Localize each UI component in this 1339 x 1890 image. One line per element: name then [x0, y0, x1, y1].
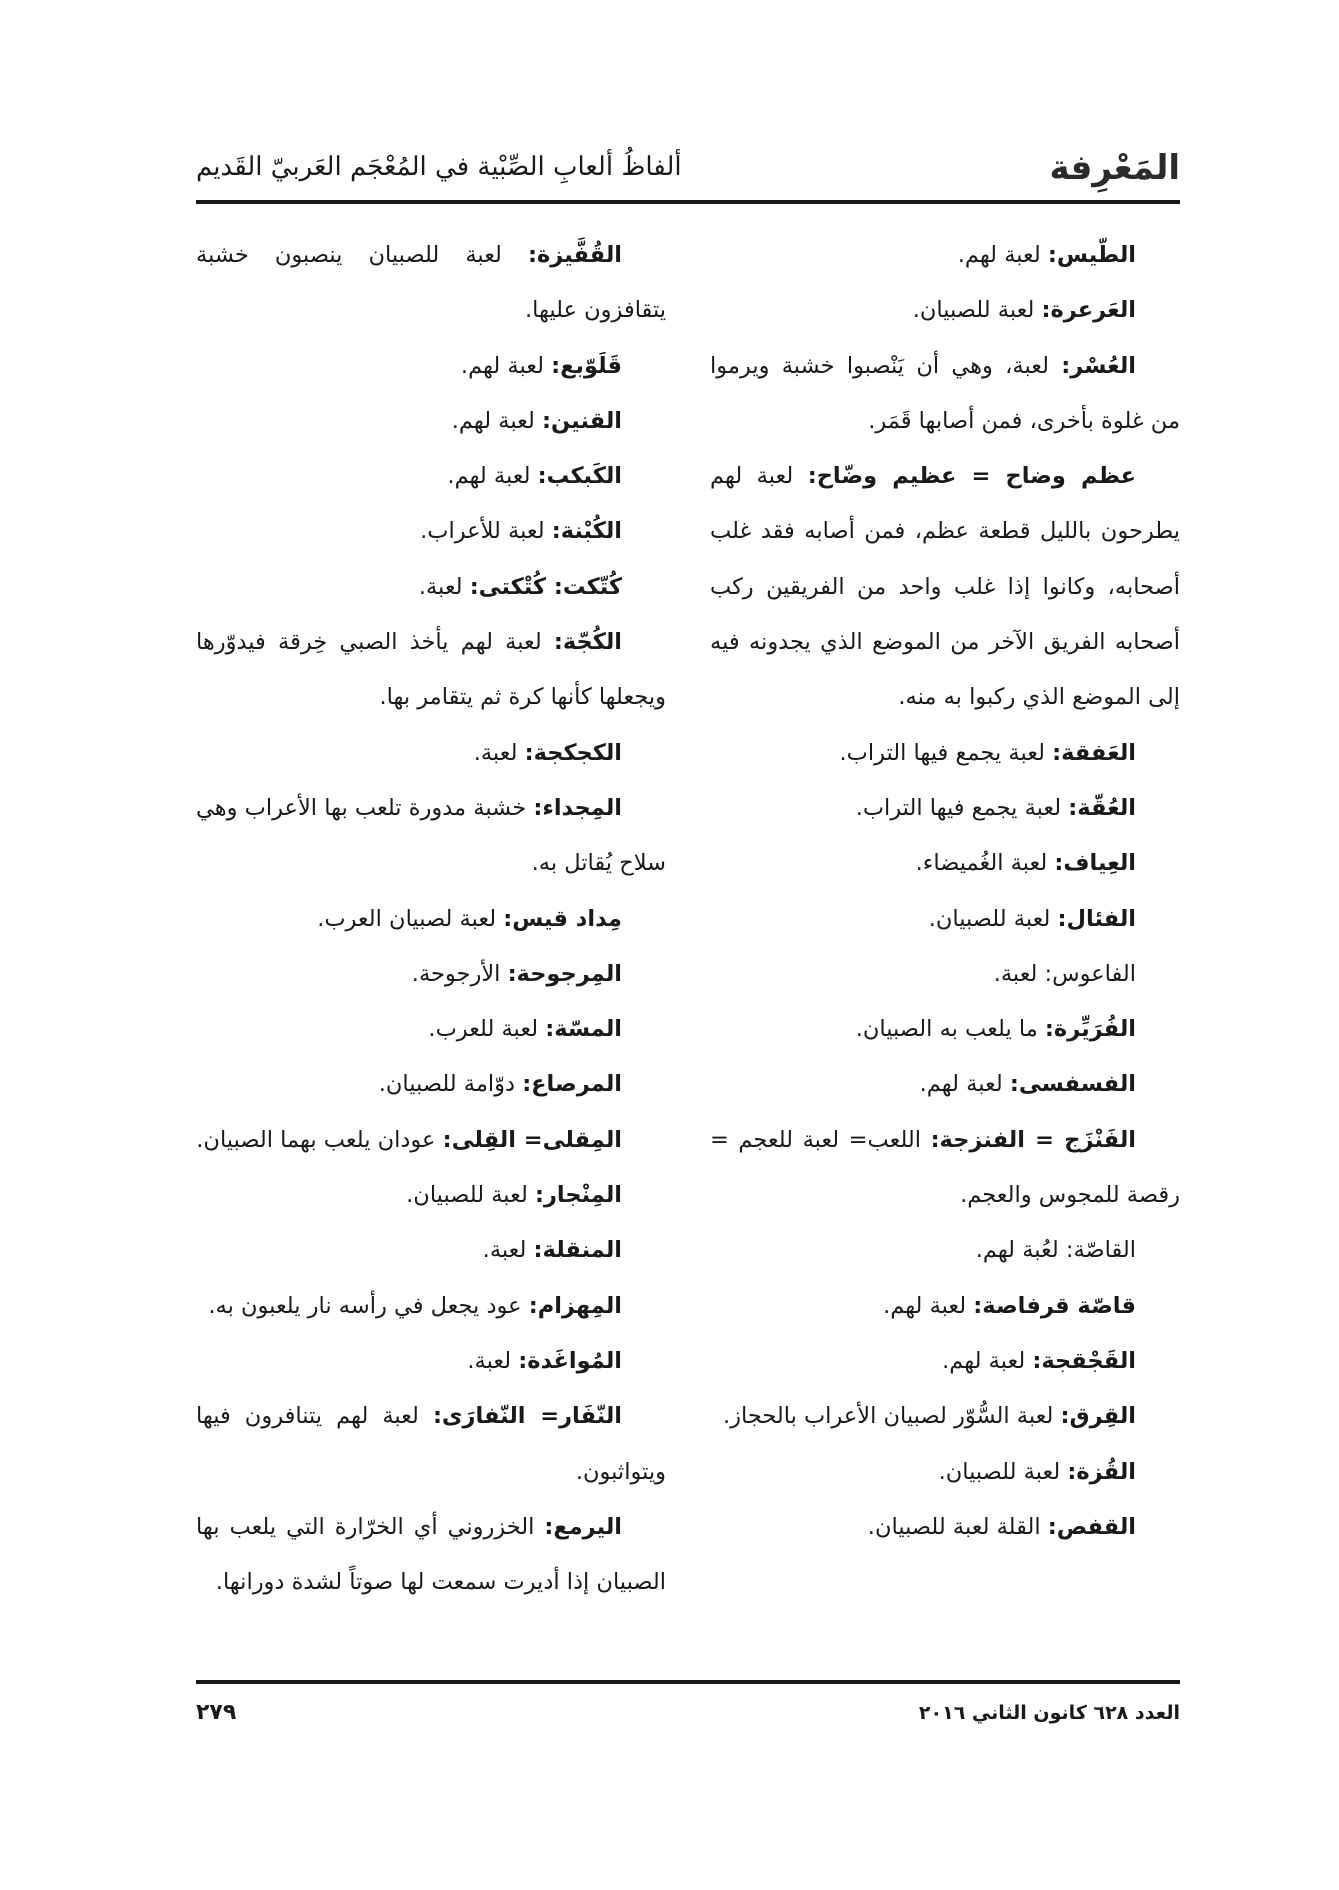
- entry-definition: الأرجوحة.: [411, 960, 508, 987]
- entry-term: قاصّة قرفاصة:: [973, 1292, 1136, 1319]
- dictionary-entry: [196, 1223, 666, 1278]
- entry-definition: لعبة لهم.: [460, 352, 552, 379]
- entry-term: العِياف:: [1054, 850, 1136, 877]
- entry-definition: لعبة للصبيان.: [928, 905, 1058, 932]
- entry-definition: لعبة.: [467, 1347, 519, 1374]
- entry-term: المِجداء:: [533, 794, 622, 821]
- entry-term: الكُبْنة:: [551, 518, 622, 545]
- dictionary-entry: [710, 1113, 1180, 1224]
- entry-definition: لعبة للعرب.: [428, 1016, 546, 1043]
- dictionary-entry: [196, 892, 666, 947]
- entry-term: المرصاع:: [522, 1071, 622, 1098]
- dictionary-entry: [196, 615, 666, 726]
- dictionary-entry: [710, 1445, 1180, 1500]
- entry-definition: لعبة لهم يأخذ الصبي خِرقة فيدوّرها ويجعلها كأنها كرة ثم يتقامر بها.: [196, 629, 666, 711]
- entry-definition: لعبة، وهي أن يَنْصبوا خشبة ويرموا من غلوة بأخرى، فمن أصابها قَمَر.: [710, 352, 1180, 434]
- entry-term: القِرق:: [1060, 1403, 1136, 1430]
- entry-term: الكُجّة:: [553, 629, 622, 656]
- dictionary-entry: [196, 560, 666, 615]
- dictionary-entry: [196, 726, 666, 781]
- entry-definition: لعبة.: [473, 739, 525, 766]
- entry-term: قَلَوّبع:: [551, 352, 622, 379]
- entry-definition: لعبة الغُميضاء.: [915, 850, 1055, 877]
- dictionary-entry: [196, 1334, 666, 1389]
- dictionary-entry: [710, 947, 1180, 1002]
- dictionary-entry: [196, 1168, 666, 1223]
- dictionary-entry: [710, 339, 1180, 450]
- page-footer: [196, 1696, 1180, 1736]
- entry-definition: لعبة يجمع فيها التراب.: [839, 739, 1053, 766]
- dictionary-entry: [196, 228, 666, 339]
- entry-term: العَرعرة:: [1041, 297, 1136, 324]
- running-title: ألفاظُ ألعابِ الصِّبْية في المُعْجَم العَربيّ القَديم: [196, 152, 682, 182]
- entry-definition: لعبة للأعراب.: [420, 518, 552, 545]
- dictionary-entry: [710, 1389, 1180, 1444]
- entry-term: الفئال:: [1057, 905, 1136, 932]
- entry-definition: لعبة لهم.: [942, 1347, 1033, 1374]
- entry-definition: لعبة لهم.: [451, 407, 543, 434]
- entry-definition: لعبة للصبيان ينصبون خشبة يتقافزون عليها.: [196, 242, 666, 324]
- dictionary-entry: [196, 1002, 666, 1057]
- page-number: ٢٧٩: [196, 1700, 237, 1725]
- entry-definition: لعبة.: [418, 573, 470, 600]
- entry-definition: خشبة مدورة تلعب بها الأعراب وهي سلاح يُقاتل به.: [196, 794, 666, 877]
- dictionary-entry: [710, 1223, 1180, 1278]
- entry-term: القفص:: [1047, 1513, 1136, 1540]
- dictionary-entry: [710, 836, 1180, 891]
- entry-definition: لعبة للصبيان.: [406, 1182, 535, 1209]
- entry-term: الفسفسى:: [1009, 1071, 1136, 1098]
- body-columns: [196, 228, 1180, 1668]
- entry-definition: اللعب= لعبة للعجم = رقصة للمجوس والعجم.: [710, 1126, 1180, 1209]
- right-column: [710, 228, 1180, 1555]
- page-header: [196, 140, 1180, 196]
- entry-definition: لعبة لهم.: [883, 1292, 974, 1319]
- dictionary-entry: [710, 1057, 1180, 1112]
- entry-term: الفَنْزَج = الفنزجة:: [930, 1126, 1136, 1153]
- entry-term: المِنْجار:: [534, 1182, 622, 1209]
- entry-term: المنقلة:: [533, 1237, 622, 1264]
- footer-rule: [196, 1680, 1180, 1684]
- dictionary-entry: [196, 1389, 666, 1500]
- entry-term: القَجْقجة:: [1032, 1347, 1136, 1374]
- entry-term: العَفقة:: [1052, 739, 1136, 766]
- entry-term: العُسْر:: [1061, 352, 1136, 379]
- entry-term: الكجكجة:: [524, 739, 622, 766]
- dictionary-entry: [710, 1279, 1180, 1334]
- dictionary-entry: [710, 1334, 1180, 1389]
- magazine-logo: المَعْرِفة: [1049, 148, 1180, 188]
- dictionary-entry: [196, 394, 666, 449]
- entry-term: المِهزام:: [528, 1292, 622, 1319]
- dictionary-entry: [710, 726, 1180, 781]
- entry-definition: لعبة.: [482, 1237, 534, 1264]
- entry-definition: لعبة لهم يطرحون بالليل قطعة عظم، فمن أصابه فقد غلب أصحابه، وكانوا إذا غلب واحد من الفريقين ركب أصحابه الفريق الآخر من الموضع الذي يجدونه فيه إلى الموضع الذي ركبوا به منه.: [710, 463, 1180, 711]
- entry-definition: لعبة لهم.: [447, 463, 538, 490]
- entry-term: الكَبكب:: [537, 463, 622, 490]
- entry-term: الطّيس:: [1047, 242, 1136, 268]
- dictionary-entry: [196, 1279, 666, 1334]
- dictionary-entry: [196, 449, 666, 504]
- dictionary-entry: [710, 449, 1180, 725]
- dictionary-entry: [710, 283, 1180, 338]
- entry-definition: لعبة لهم.: [957, 242, 1048, 268]
- dictionary-entry: [196, 1113, 666, 1168]
- entry-term: النّفَار= النّفارَى:: [432, 1403, 623, 1430]
- dictionary-entry: [196, 1057, 666, 1112]
- dictionary-entry: [196, 781, 666, 892]
- entry-definition: لعبة لهم يتنافرون فيها ويتواثبون.: [196, 1403, 666, 1485]
- entry-definition: لعبة للصبيان.: [938, 1458, 1068, 1485]
- entry-term: كُتّكت: كُتْكتى:: [469, 573, 622, 600]
- left-column: [196, 228, 666, 1610]
- header-rule: [196, 200, 1180, 204]
- dictionary-entry: [710, 1500, 1180, 1555]
- entry-term: القُفَّيزة:: [527, 242, 622, 268]
- entry-definition: دوّامة للصبيان.: [378, 1071, 523, 1098]
- entry-definition: عودان يلعب بهما الصبيان.: [196, 1126, 443, 1153]
- entry-term: اليرمع:: [544, 1513, 622, 1540]
- entry-definition: لعبة لهم.: [919, 1071, 1010, 1098]
- entry-term: مِداد قيس:: [503, 905, 622, 932]
- entry-term: المِقلى= القِلى:: [442, 1126, 622, 1153]
- entry-definition: الفاعوس: لعبة.: [993, 960, 1136, 987]
- entry-term: المِرجوحة:: [507, 960, 622, 987]
- dictionary-entry: [710, 892, 1180, 947]
- entry-definition: لعبة السُّوّر لصبيان الأعراب بالحجاز.: [722, 1403, 1061, 1430]
- dictionary-entry: [196, 339, 666, 394]
- entry-term: المسّة:: [545, 1016, 622, 1043]
- dictionary-entry: [710, 228, 1180, 283]
- entry-term: القنين:: [542, 407, 622, 434]
- entry-term: عظم وضاح = عظيم وضّاح:: [807, 463, 1136, 490]
- entry-definition: عود يجعل في رأسه نار يلعبون به.: [208, 1292, 529, 1319]
- entry-definition: القاصّة: لعُبة لهم.: [975, 1237, 1136, 1264]
- entry-definition: القلة لعبة للصبيان.: [867, 1513, 1048, 1540]
- entry-term: الفُرَيِّرة:: [1044, 1016, 1136, 1043]
- entry-definition: لعبة لصبيان العرب.: [317, 905, 504, 932]
- entry-definition: ما يلعب به الصبيان.: [855, 1016, 1045, 1043]
- entry-definition: الخزروني أي الخرّارة التي يلعب بها الصبيان إذا أديرت سمعت لها صوتاً لشدة دورانها.: [196, 1513, 666, 1596]
- entry-term: القُزة:: [1067, 1458, 1136, 1485]
- entry-term: العُقّة:: [1068, 794, 1136, 821]
- entry-definition: لعبة للصبيان.: [912, 297, 1042, 324]
- issue-info: العدد ٦٢٨ كانون الثاني ٢٠١٦: [918, 1702, 1180, 1724]
- dictionary-entry: [196, 947, 666, 1002]
- dictionary-entry: [710, 781, 1180, 836]
- entry-term: المُواغَدة:: [518, 1347, 622, 1374]
- dictionary-entry: [196, 504, 666, 559]
- dictionary-entry: [710, 1002, 1180, 1057]
- dictionary-entry: [196, 1500, 666, 1611]
- entry-definition: لعبة يجمع فيها التراب.: [855, 794, 1069, 821]
